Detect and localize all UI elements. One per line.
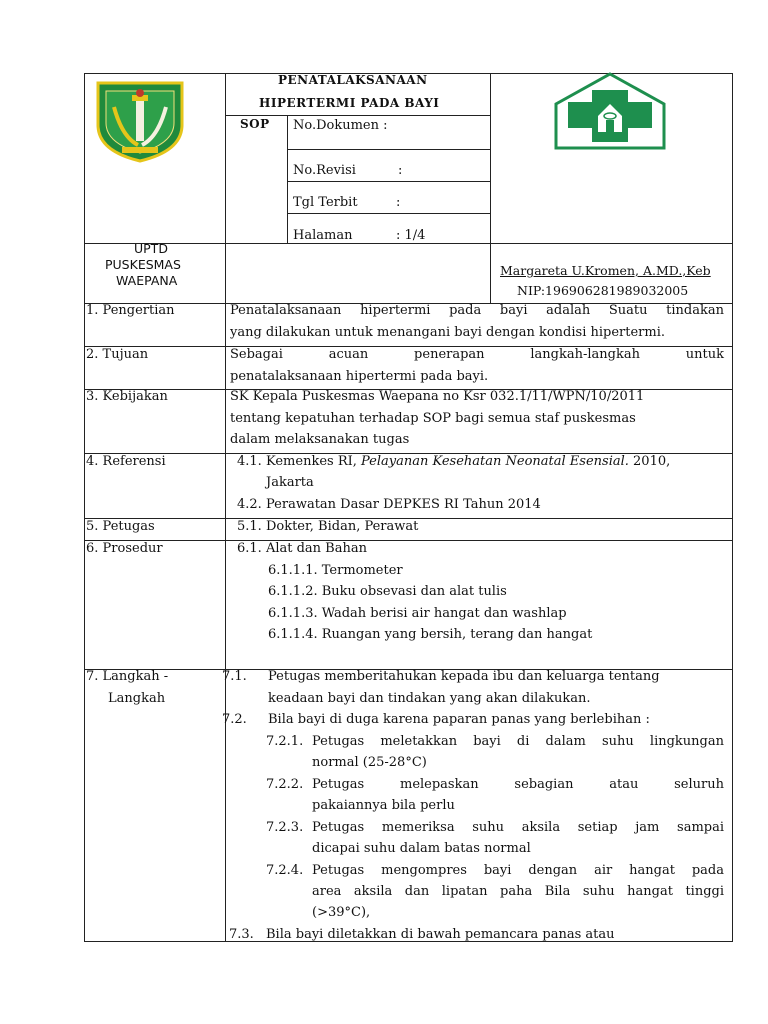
referensi-1-year: 2010, <box>628 454 671 469</box>
kebijakan-line1: SK Kepala Puskesmas Waepana no Ksr 032.1/11/WPN/10/2011 <box>230 389 645 404</box>
regency-emblem-icon <box>92 77 188 163</box>
step-7-1-line1: Petugas memberitahukan kepada ibu dan keluarga tentang <box>268 669 660 684</box>
step-7-2-4-line1: Petugas mengompres bayi dengan air hangat pada <box>312 863 724 878</box>
row-sep-5 <box>84 540 733 541</box>
table-border-left <box>84 73 85 941</box>
row-label-referensi: 4. Referensi <box>86 454 166 469</box>
step-7-2-3-num: 7.2.3. <box>266 820 304 835</box>
sop-col-sep <box>287 115 288 243</box>
step-7-1-line2: keadaan bayi dan tindakan yang akan dilakukan. <box>268 691 591 706</box>
referensi-2-num: 4.2. <box>237 497 262 512</box>
row-label-langkah-2: Langkah <box>108 691 166 706</box>
puskesmas-logo-icon <box>552 72 668 152</box>
row-label-tujuan: 2. Tujuan <box>86 347 149 362</box>
table-border-right <box>732 73 733 941</box>
signer-nip: NIP:196906281989032005 <box>517 283 689 298</box>
step-7-2-num: 7.2. <box>222 712 247 727</box>
halaman-value: : 1/4 <box>396 228 426 243</box>
pengertian-line1: Penatalaksanaan hipertermi pada bayi adalah Suatu tindakan <box>230 303 724 318</box>
referensi-1-num: 4.1. <box>237 454 262 469</box>
no-revisi-label: No.Revisi <box>293 163 356 178</box>
row-label-prosedur: 6. Prosedur <box>86 541 163 556</box>
header-col-sep-1 <box>225 73 226 941</box>
prosedur-item: 6.1.1.4. Ruangan yang bersih, terang dan hangat <box>268 627 593 642</box>
org-line3: WAEPANA <box>116 273 178 288</box>
step-7-2-text: Bila bayi di duga karena paparan panas yang berlebihan : <box>268 712 650 727</box>
halaman-label: Halaman <box>293 228 353 243</box>
step-7-2-2-line2: pakaiannya bila perlu <box>312 798 455 813</box>
header-col-sep-2 <box>490 73 491 303</box>
org-line1: UPTD <box>134 241 168 256</box>
step-7-2-3-line2: dicapai suhu dalam batas normal <box>312 841 531 856</box>
tujuan-line2: penatalaksanaan hipertermi pada bayi. <box>230 369 489 384</box>
tujuan-line1: Sebagai acuan penerapan langkah-langkah untuk <box>230 347 724 362</box>
step-7-2-4-line2: area aksila dan lipatan paha Bila suhu hangat tinggi <box>312 884 724 899</box>
step-7-3-text: Bila bayi diletakkan di bawah pemancara panas atau <box>266 927 615 942</box>
prosedur-item: 6.1.1.1. Termometer <box>268 563 403 578</box>
kebijakan-line2: tentang kepatuhan terhadap SOP bagi semua staf puskesmas <box>230 411 636 426</box>
row-label-pengertian: 1. Pengertian <box>86 303 175 318</box>
referensi-1-author: Kemenkes RI, <box>266 454 362 469</box>
step-7-2-1-num: 7.2.1. <box>266 734 304 749</box>
doc-title-line1: PENATALAKSANAAN <box>278 73 428 87</box>
step-7-2-2-line1: Petugas melepaskan sebagian atau seluruh <box>312 777 724 792</box>
prosedur-heading: 6.1. Alat dan Bahan <box>237 541 367 556</box>
referensi-2-text: Perawatan Dasar DEPKES RI Tahun 2014 <box>266 497 541 512</box>
referensi-1-line2: Jakarta <box>266 475 314 490</box>
step-7-2-4-line3: (>39°C), <box>312 905 371 920</box>
prosedur-item: 6.1.1.2. Buku obsevasi dan alat tulis <box>268 584 507 599</box>
petugas-text: 5.1. Dokter, Bidan, Perawat <box>237 519 419 534</box>
kebijakan-line3: dalam melaksanakan tugas <box>230 432 410 447</box>
row-label-petugas: 5. Petugas <box>86 519 155 534</box>
pengertian-line2: yang dilakukan untuk menangani bayi dengan kondisi hipertermi. <box>230 325 665 340</box>
doc-title-line2: HIPERTERMI PADA BAYI <box>259 96 440 110</box>
header-row-dok <box>287 149 490 150</box>
referensi-1-text <box>266 451 670 473</box>
tgl-terbit-label: Tgl Terbit <box>293 195 358 210</box>
sop-label: SOP <box>240 117 270 131</box>
referensi-1-title: Pelayanan Kesehatan Neonatal Esensial. <box>361 454 629 469</box>
org-line2: PUSKESMAS <box>105 257 181 272</box>
step-7-3-num: 7.3. <box>229 927 254 942</box>
step-7-2-1-line2: normal (25-28°C) <box>312 755 427 770</box>
prosedur-item: 6.1.1.3. Wadah berisi air hangat dan washlap <box>268 606 567 621</box>
no-dokumen-label: No.Dokumen : <box>293 118 388 133</box>
tgl-terbit-sep: : <box>396 195 401 210</box>
no-revisi-sep: : <box>398 163 403 178</box>
row-label-kebijakan: 3. Kebijakan <box>86 389 168 404</box>
step-7-2-2-num: 7.2.2. <box>266 777 304 792</box>
signer-name: Margareta U.Kromen, A.MD.,Keb <box>500 263 711 278</box>
step-7-2-3-line1: Petugas memeriksa suhu aksila setiap jam sampai <box>312 820 724 835</box>
step-7-1-num: 7.1. <box>222 669 247 684</box>
step-7-2-4-num: 7.2.4. <box>266 863 304 878</box>
row-label-langkah-1: 7. Langkah - <box>86 669 169 684</box>
step-7-2-1-line1: Petugas meletakkan bayi di dalam suhu lingkungan <box>312 734 724 749</box>
